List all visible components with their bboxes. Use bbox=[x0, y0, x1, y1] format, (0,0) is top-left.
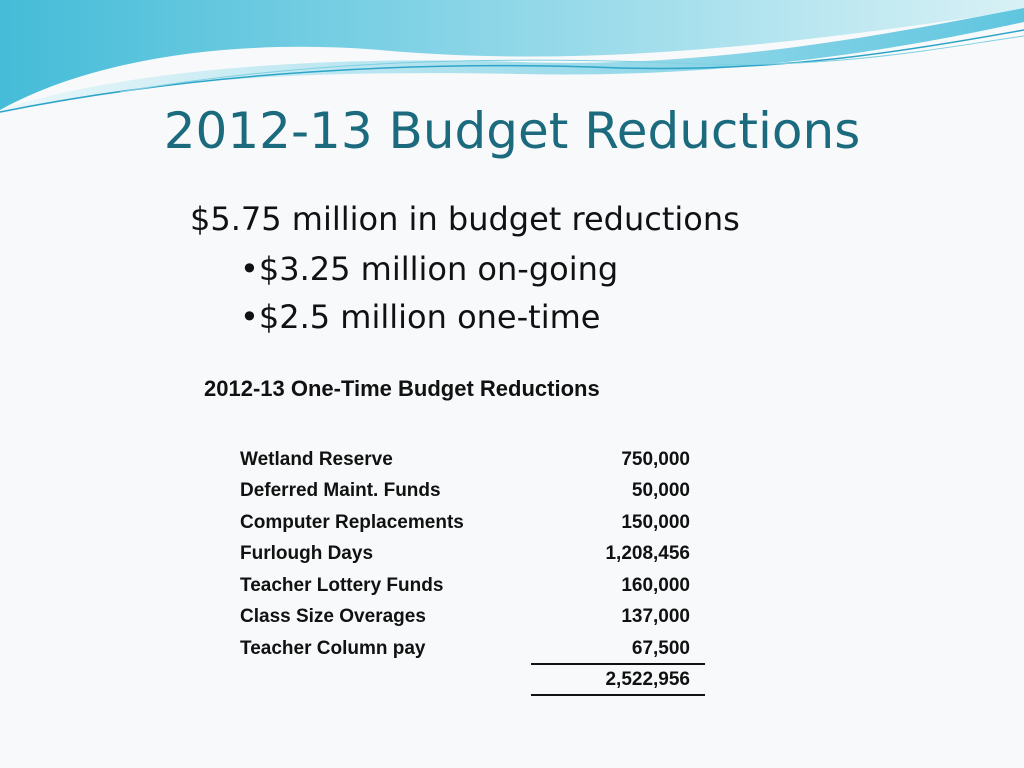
row-label: Class Size Overages bbox=[240, 606, 426, 627]
row-amount: 50,000 bbox=[631, 480, 690, 501]
total-amount: 2,522,956 bbox=[605, 669, 690, 690]
table-row bbox=[240, 477, 705, 505]
table-row bbox=[240, 635, 705, 663]
row-amount: 1,208,456 bbox=[605, 543, 690, 564]
total-row bbox=[240, 666, 705, 694]
row-label: Teacher Column pay bbox=[240, 638, 426, 659]
table-title: 2012-13 One-Time Budget Reductions bbox=[204, 376, 600, 401]
slide-title: 2012-13 Budget Reductions bbox=[163, 102, 861, 160]
table-row bbox=[240, 540, 705, 568]
row-amount: 67,500 bbox=[631, 638, 690, 659]
row-label: Deferred Maint. Funds bbox=[240, 480, 441, 501]
row-label: Wetland Reserve bbox=[240, 449, 393, 470]
row-amount: 160,000 bbox=[621, 575, 690, 596]
table-row bbox=[240, 572, 705, 600]
lead-statement: $5.75 million in budget reductions bbox=[190, 200, 740, 238]
row-amount: 750,000 bbox=[621, 449, 690, 470]
row-label: Teacher Lottery Funds bbox=[240, 575, 444, 596]
bullet-ongoing: •$3.25 million on-going bbox=[240, 250, 619, 288]
row-amount: 150,000 bbox=[621, 512, 690, 533]
subtotal-rule bbox=[531, 663, 705, 665]
total-rule bbox=[531, 694, 705, 696]
row-amount: 137,000 bbox=[621, 606, 690, 627]
table-row bbox=[240, 509, 705, 537]
table-row bbox=[240, 446, 705, 474]
row-label: Furlough Days bbox=[240, 543, 374, 564]
row-label: Computer Replacements bbox=[240, 512, 464, 533]
bullet-one-time: •$2.5 million one-time bbox=[240, 298, 601, 336]
table-row bbox=[240, 603, 705, 631]
